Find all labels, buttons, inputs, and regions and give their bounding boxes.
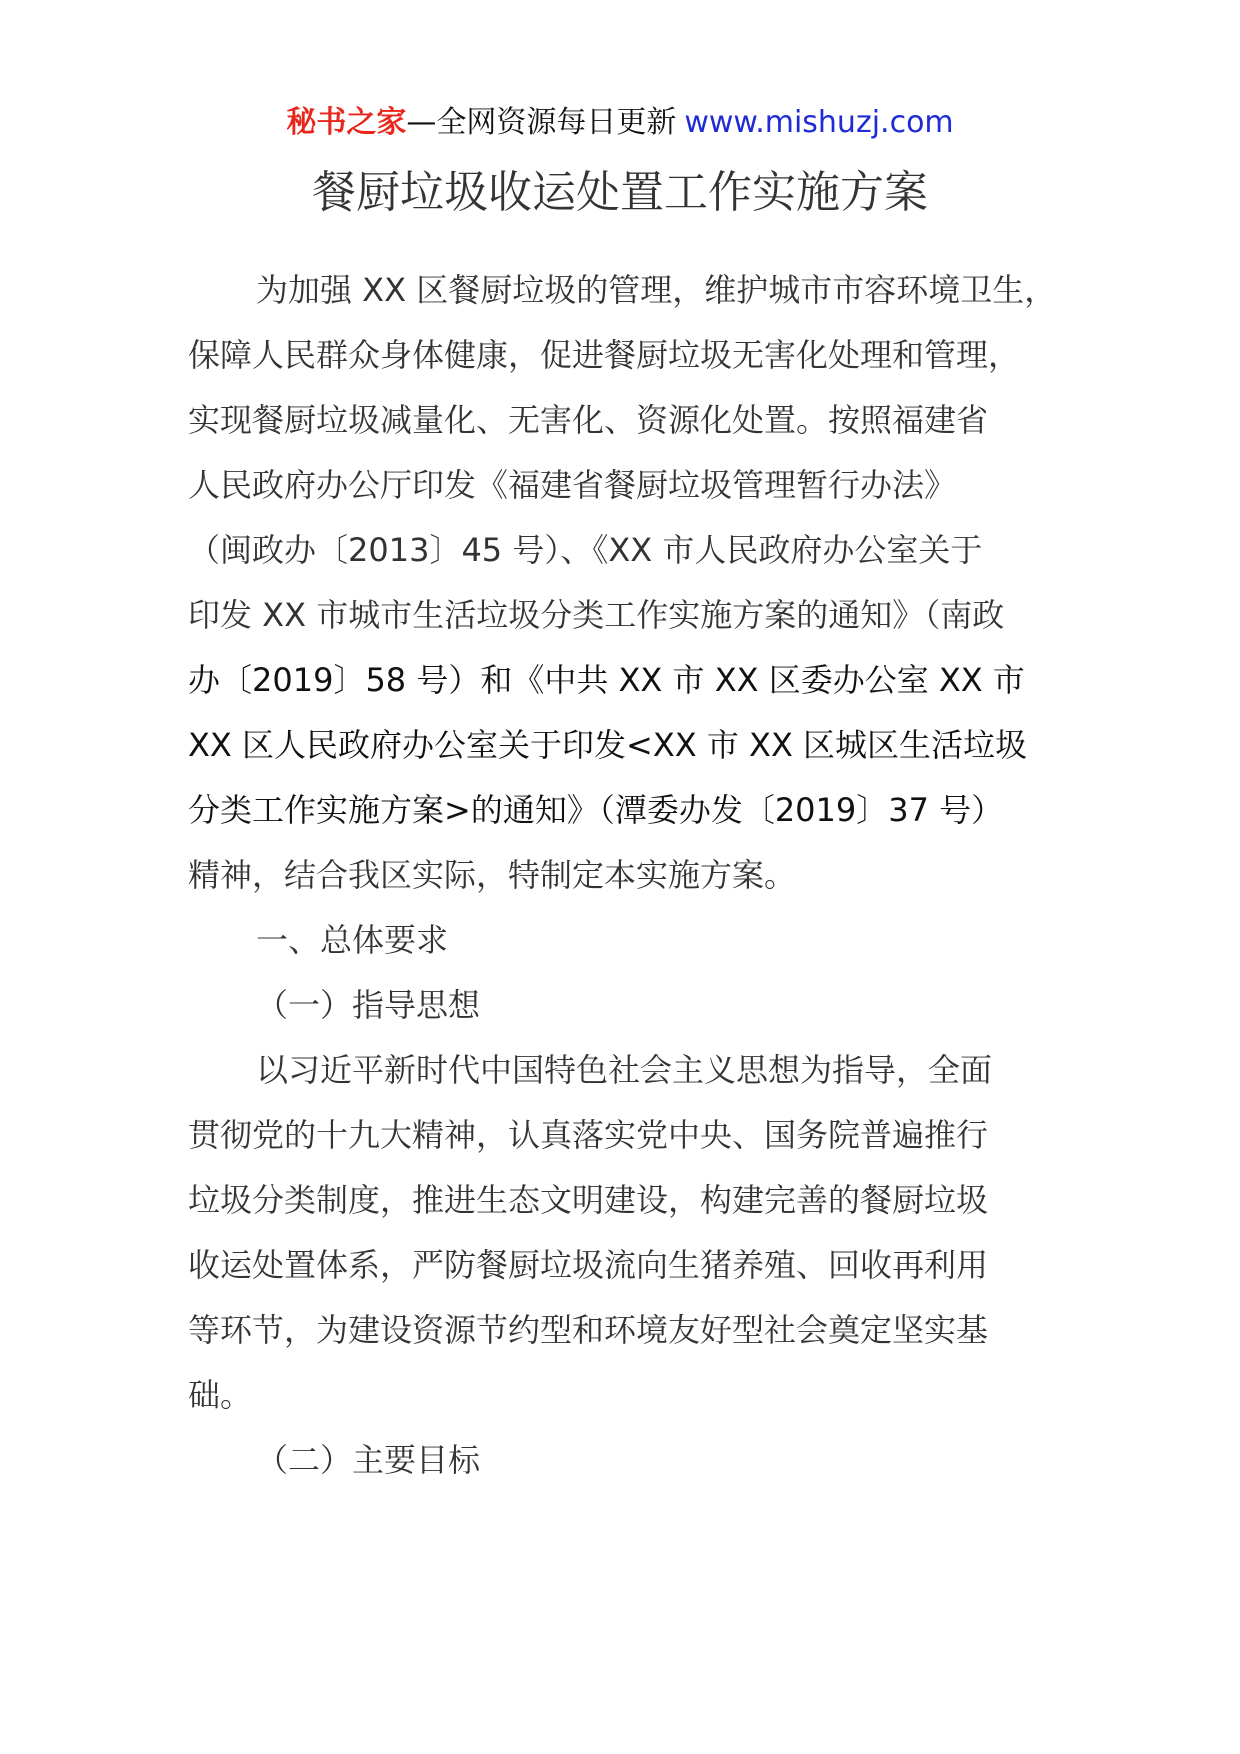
body-line: 贯彻党的十九大精神，认真落实党中央、国务院普遍推行 bbox=[188, 1116, 989, 1154]
body-line: 精神，结合我区实际，特制定本实施方案。 bbox=[188, 856, 797, 894]
body-line: （闽政办〔2013〕45 号）、《XX 市人民政府办公室关于 bbox=[188, 531, 983, 569]
body-line: 分类工作实施方案>的通知》（潭委办发〔2019〕37 号） bbox=[188, 791, 1004, 829]
body-line: 实现餐厨垃圾减量化、无害化、资源化处置。按照福建省 bbox=[188, 401, 989, 439]
document-body bbox=[188, 258, 1088, 1493]
body-line: 办〔2019〕58 号）和《中共 XX 市 XX 区委办公室 XX 市 bbox=[188, 661, 1025, 699]
body-line: 以习近平新时代中国特色社会主义思想为指导，全面 bbox=[256, 1051, 993, 1089]
document-title: 餐厨垃圾收运处置工作实施方案 bbox=[312, 167, 928, 218]
body-line: 等环节，为建设资源节约型和环境友好型社会奠定坚实基 bbox=[188, 1311, 989, 1349]
subsection-heading: （二）主要目标 bbox=[256, 1441, 481, 1479]
body-line: 印发 XX 市城市生活垃圾分类工作实施方案的通知》（南政 bbox=[188, 596, 1005, 634]
body-line: XX 区人民政府办公室关于印发<XX 市 XX 区城区生活垃圾 bbox=[188, 726, 1028, 764]
subsection-heading: （一）指导思想 bbox=[256, 986, 481, 1024]
site-slogan: —全网资源每日更新 bbox=[406, 105, 677, 140]
body-line: 保障人民群众身体健康，促进餐厨垃圾无害化处理和管理， bbox=[188, 336, 1021, 374]
body-line: 础。 bbox=[188, 1376, 253, 1414]
section-heading: 一、总体要求 bbox=[256, 921, 449, 959]
body-line: 为加强 XX 区餐厨垃圾的管理，维护城市市容环境卫生， bbox=[256, 271, 1057, 309]
body-line: 人民政府办公厅印发《福建省餐厨垃圾管理暂行办法》 bbox=[188, 466, 957, 504]
site-brand: 秘书之家 bbox=[286, 105, 407, 140]
body-line: 垃圾分类制度，推进生态文明建设，构建完善的餐厨垃圾 bbox=[188, 1181, 989, 1219]
site-header bbox=[0, 98, 1240, 148]
body-line: 收运处置体系，严防餐厨垃圾流向生猪养殖、回收再利用 bbox=[188, 1246, 989, 1284]
site-url-link[interactable]: www.mishuzj.com bbox=[684, 105, 954, 140]
